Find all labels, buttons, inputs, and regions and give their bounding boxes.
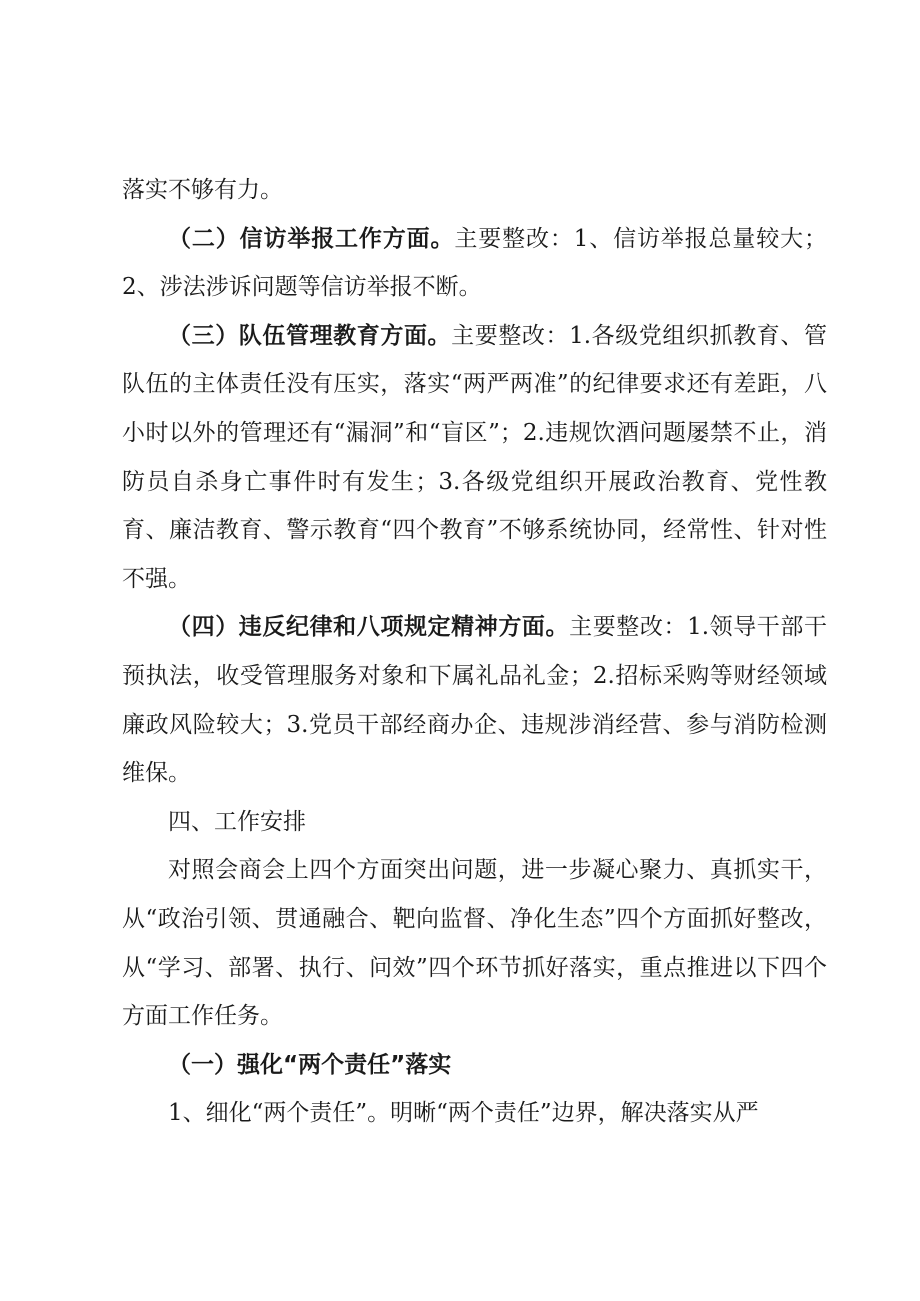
paragraph-text: 主要整改：1.领导干部干预执法，收受管理服务对象和下属礼品礼金；2.招标采购等财经领域廉政风险较大；3.党员干部经商办企、违规涉消经营、参与消防检测维保。 bbox=[122, 614, 827, 787]
section-title: （二）信访举报工作方面。 bbox=[168, 225, 455, 252]
section-title: （三）队伍管理教育方面。 bbox=[168, 322, 452, 349]
document-body bbox=[122, 166, 827, 1138]
paragraph-petition-reporting bbox=[122, 215, 827, 312]
paragraph-work-arrangement bbox=[122, 846, 827, 1040]
heading-work-arrangement: 四、工作安排 bbox=[168, 808, 306, 835]
paragraph-continuation bbox=[122, 166, 827, 215]
paragraph-text: 落实不够有力。 bbox=[122, 177, 283, 203]
paragraph-team-management bbox=[122, 312, 827, 604]
paragraph-refine-responsibilities bbox=[122, 1089, 827, 1138]
subheading-two-responsibilities: （一）强化“两个责任”落实 bbox=[168, 1051, 452, 1078]
paragraph-text: 1、细化“两个责任”。明晰“两个责任”边界，解决落实从严 bbox=[168, 1100, 759, 1127]
paragraph-text: 主要整改：1、信访举报总量较大；2、涉法涉诉问题等信访举报不断。 bbox=[122, 225, 828, 301]
paragraph-text: 主要整改：1.各级党组织抓教育、管队伍的主体责任没有压实，落实“两严两准”的纪律要求还有差距，八小时以外的管理还有“漏洞”和“盲区”；2.违规饮酒问题屡禁不止，消防员自杀身亡事件时有发生；3.各级党组织开展政治教育、党性教育、廉洁教育、警示教育“四个教育”不够系统协同，经常性、针对性不强。 bbox=[122, 322, 828, 592]
paragraph-text: 对照会商会上四个方面突出问题，进一步凝心聚力、真抓实干，从“政治引领、贯通融合、靶向监督、净化生态”四个方面抓好整改，从“学习、部署、执行、问效”四个环节抓好落实，重点推进以下四个方面工作任务。 bbox=[122, 857, 827, 1030]
section-title: （四）违反纪律和八项规定精神方面。 bbox=[168, 614, 570, 641]
paragraph-discipline-violation bbox=[122, 603, 827, 797]
